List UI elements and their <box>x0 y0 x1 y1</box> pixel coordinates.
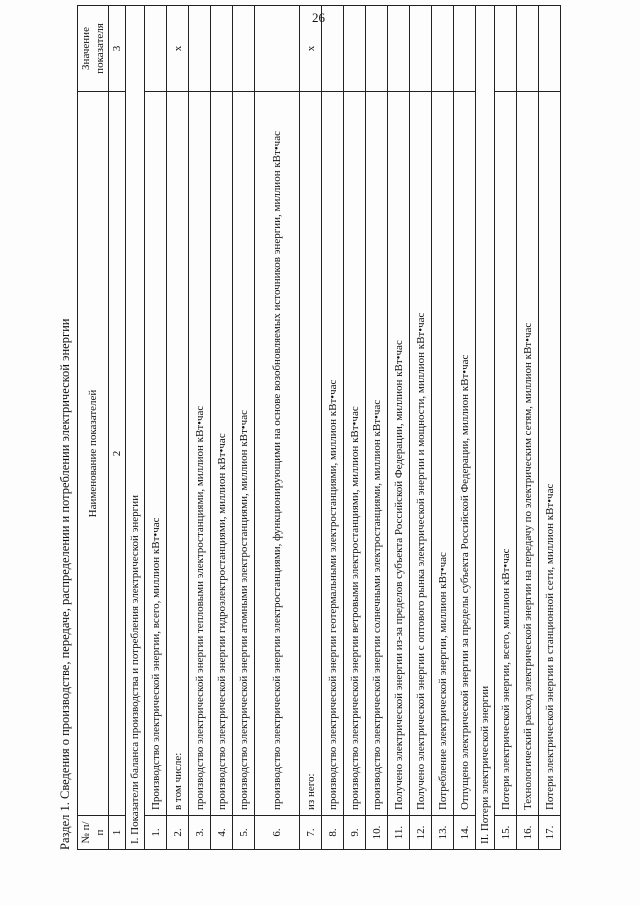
table-row <box>432 6 454 850</box>
row-name: производство электрической энергии тепловыми электростанциями, миллион кВт•час <box>189 91 211 815</box>
row-name: производство электрической энергии гидроэлектростанциями, миллион кВт•час <box>211 91 233 815</box>
report-table <box>77 5 561 850</box>
table-row <box>366 6 388 850</box>
row-value: х <box>167 6 189 92</box>
row-num: 6. <box>255 816 300 850</box>
row-name: Отпущено электрической энергии за пределы субъекта Российской Федерации, миллион кВт•час <box>454 91 476 815</box>
row-num: 5. <box>233 816 255 850</box>
row-num: 15. <box>495 816 517 850</box>
table-row <box>167 6 189 850</box>
table-row <box>322 6 344 850</box>
row-value <box>344 6 366 92</box>
rotated-page-content <box>55 5 620 850</box>
header-num: № п/п <box>78 816 109 850</box>
row-name: производство электрической энергии солнечными электростанциями, миллион кВт•час <box>366 91 388 815</box>
row-name: Производство электрической энергии, всего, миллион кВт•час <box>145 91 167 815</box>
row-num: 9. <box>344 816 366 850</box>
section-row <box>126 6 145 850</box>
row-value <box>233 6 255 92</box>
row-value: х <box>300 6 322 92</box>
row-value <box>410 6 432 92</box>
row-name: Потребление электрической энергии, миллион кВт•час <box>432 91 454 815</box>
row-num: 17. <box>539 816 561 850</box>
row-name: Получено электрической энергии из-за пределов субъекта Российской Федерации, миллион кВт•час <box>388 91 410 815</box>
table-row <box>145 6 167 850</box>
table-row <box>344 6 366 850</box>
row-value <box>189 6 211 92</box>
row-value <box>255 6 300 92</box>
header-name-index: 2 <box>109 91 126 815</box>
row-num: 7. <box>300 816 322 850</box>
row-num: 10. <box>366 816 388 850</box>
row-num: 2. <box>167 816 189 850</box>
table-row <box>211 6 233 850</box>
row-value <box>454 6 476 92</box>
row-num: 13. <box>432 816 454 850</box>
table-row <box>388 6 410 850</box>
row-value <box>211 6 233 92</box>
table-row <box>495 6 517 850</box>
section-title-1: I. Показатели баланса производства и потребления электрической энергии <box>126 6 145 850</box>
row-num: 11. <box>388 816 410 850</box>
header-num-index: 1 <box>109 816 126 850</box>
header-value: Значение показателя <box>78 6 109 92</box>
table-row <box>454 6 476 850</box>
table-row <box>233 6 255 850</box>
row-name: Потери электрической энергии в станционной сети, миллион кВт•час <box>539 91 561 815</box>
row-value <box>322 6 344 92</box>
section-row <box>476 6 495 850</box>
row-value <box>539 6 561 92</box>
header-value-index: 3 <box>109 6 126 92</box>
table-row <box>300 6 322 850</box>
section-title-2: II. Потери электрической энергии <box>476 6 495 850</box>
row-value <box>145 6 167 92</box>
table-row <box>539 6 561 850</box>
row-name: производство электрической энергии атомными электростанциями, миллион кВт•час <box>233 91 255 815</box>
row-name: Получено электрической энергии с оптового рынка электрической энергии и мощности, миллион кВт•час <box>410 91 432 815</box>
row-value <box>517 6 539 92</box>
row-name: Технологический расход электрической энергии на передачу по электрическим сетям, миллион кВт•час <box>517 91 539 815</box>
row-value <box>495 6 517 92</box>
row-value <box>366 6 388 92</box>
row-value <box>388 6 410 92</box>
row-name: в том числе: <box>167 91 189 815</box>
table-header-row <box>78 6 109 850</box>
row-name: производство электрической энергии электростанциями, функционирующими на основе возобновляемых источников энергии, миллион кВт•час <box>255 91 300 815</box>
row-num: 4. <box>211 816 233 850</box>
page-number: 26 <box>312 10 325 25</box>
header-name: Наименование показателей <box>78 91 109 815</box>
table-row <box>517 6 539 850</box>
row-name: производство электрической энергии геотермальными электростанциями, миллион кВт•час <box>322 91 344 815</box>
row-num: 14. <box>454 816 476 850</box>
row-num: 12. <box>410 816 432 850</box>
table-row <box>189 6 211 850</box>
row-num: 1. <box>145 816 167 850</box>
row-num: 3. <box>189 816 211 850</box>
row-name: производство электрической энергии ветровыми электростанциями, миллион кВт•час <box>344 91 366 815</box>
section-title: Раздел 1. Сведения о производстве, передаче, распределении и потреблении электрической энергии <box>58 318 72 850</box>
table-row <box>255 6 300 850</box>
row-name: Потери электрической энергии, всего, миллион кВт•час <box>495 91 517 815</box>
table-row <box>410 6 432 850</box>
row-value <box>432 6 454 92</box>
row-num: 8. <box>322 816 344 850</box>
row-name: из него: <box>300 91 322 815</box>
row-num: 16. <box>517 816 539 850</box>
table-column-numbers-row <box>109 6 126 850</box>
